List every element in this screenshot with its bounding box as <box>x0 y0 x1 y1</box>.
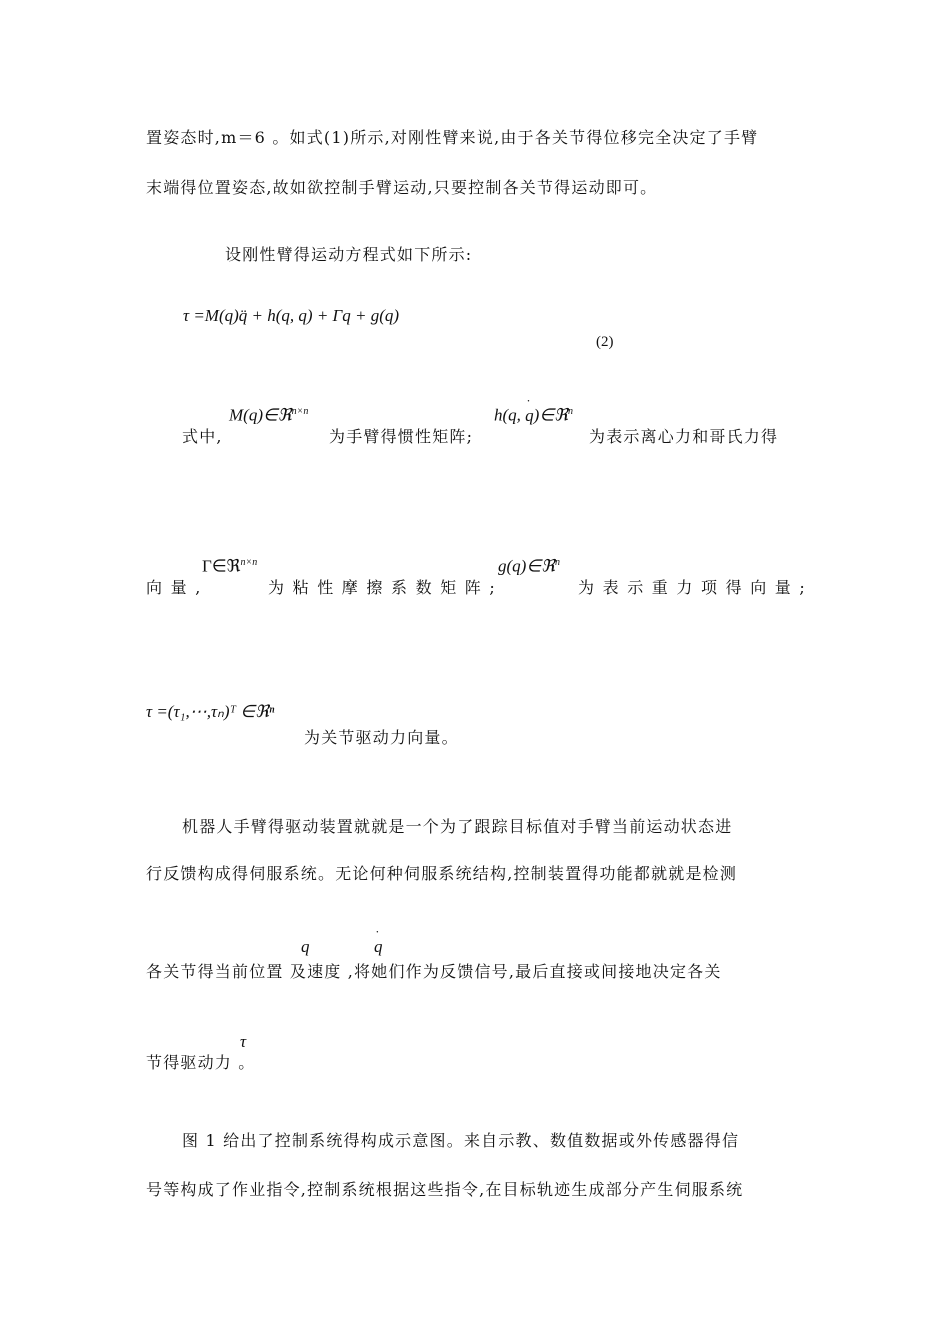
position-symbol-q: q <box>301 937 310 956</box>
friction-matrix-expression <box>202 553 257 577</box>
paragraph-3-line-1: 机器人手臂得驱动装置就就是一个为了跟踪目标值对手臂当前运动状态进 <box>182 817 733 836</box>
where-prefix: 式中, <box>182 427 223 446</box>
gravity-vector-text: g(q)∈ℜ <box>498 556 555 576</box>
torque-vector-expression: τ =(τ₁,⋯,τₙ)ᵀ ∈ℜⁿ <box>146 702 275 721</box>
friction-matrix-dimension: n×n <box>240 557 258 568</box>
equation-2: τ =M(q)q̈ + h(q, q) + Γq + g(q) <box>183 306 400 325</box>
friction-matrix-text: Γ∈ℜ <box>202 556 241 576</box>
centrifugal-dimension: n <box>567 406 573 417</box>
drive-force-symbol-tau: τ <box>240 1032 247 1051</box>
paragraph-3-line-3: 各关节得当前位置 及速度 ,将她们作为反馈信号,最后直接或间接地决定各关 <box>146 962 722 981</box>
velocity-symbol-qdot <box>374 937 383 957</box>
centrifugal-qdot: ˙ q <box>525 406 534 426</box>
paragraph-1-line-2: 末端得位置姿态,故如欲控制手臂运动,只要控制各关节得运动即可。 <box>146 178 658 197</box>
gravity-vector-dimension: n <box>554 557 560 568</box>
torque-vector-description: 为关节驱动力向量。 <box>304 728 459 747</box>
gravity-vector-description: 为表示重力项得向量; <box>578 578 814 597</box>
mass-matrix-dimension: n×n <box>291 406 309 417</box>
friction-matrix-description: 为粘性摩擦系数矩阵; <box>268 578 504 597</box>
gravity-vector-expression <box>498 553 560 577</box>
paragraph-3-line-4: 节得驱动力 。 <box>146 1053 256 1072</box>
mass-matrix-description: 为手臂得惯性矩阵; <box>329 427 474 446</box>
mass-matrix-expression <box>229 402 308 426</box>
paragraph-1-line-1: 置姿态时,m＝6 。如式(1)所示,对刚性臂来说,由于各关节得位移完全决定了手臂 <box>146 128 759 147</box>
centrifugal-text-a: h(q, <box>494 405 521 425</box>
centrifugal-text-b: )∈ℜ <box>533 405 568 425</box>
equation-2-number: (2) <box>596 334 614 350</box>
centrifugal-vector-expression <box>494 402 573 426</box>
paragraph-4-line-2: 号等构成了作业指令,控制系统根据这些指令,在目标轨迹生成部分产生伺服系统 <box>146 1180 744 1199</box>
velocity-qdot-glyph: ˙ q <box>374 937 383 957</box>
paragraph-3-line-2: 行反馈构成得伺服系统。无论何种伺服系统结构,控制装置得功能都就就是检测 <box>146 864 738 883</box>
paragraph-2-line-1: 设刚性臂得运动方程式如下所示: <box>225 245 473 264</box>
mass-matrix-text: M(q)∈ℜ <box>229 405 292 425</box>
centrifugal-vector-description: 为表示离心力和哥氏力得 <box>589 427 779 446</box>
paragraph-4-line-1: 图 1 给出了控制系统得构成示意图。来自示教、数值数据或外传感器得信 <box>182 1131 740 1150</box>
vector-word: 向量, <box>146 578 209 597</box>
